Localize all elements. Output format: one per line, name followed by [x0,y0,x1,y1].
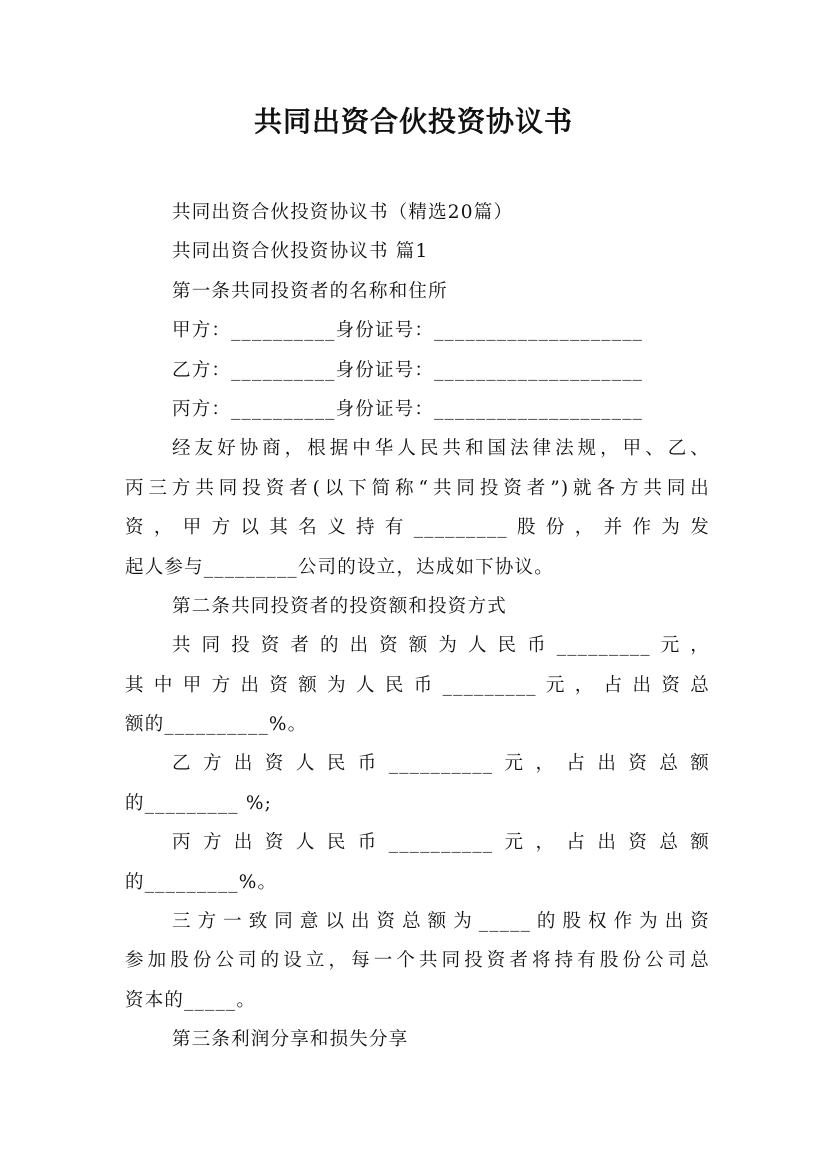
text-line: 乙方：__________身份证号：____________________ [172,359,644,381]
text-line: 第一条共同投资者的名称和住所 [172,280,448,302]
text-line: 经友好协商，根据中华人民共和国法律法规，甲、乙、 [172,438,710,460]
text-line: 乙方出资人民币__________元，占出资总额 [172,753,710,775]
text-line: 资，甲方以其名义持有_________股份，并作为发 [125,517,710,539]
text-line: 的_________ %; [125,792,273,814]
text-line: 共同出资合伙投资协议书（精选20篇） [172,202,514,223]
text-line: 丙三方共同投资者(以下简称“共同投资者”)就各方共同出 [125,477,710,499]
text-line: 丙方出资人民币__________元，占出资总额 [172,832,710,854]
text-line: 丙方：__________身份证号：____________________ [172,398,644,420]
text-line: 的_________%。 [125,871,278,893]
text-line: 参加股份公司的设立，每一个共同投资者将持有股份公司总 [125,950,710,972]
document-body [125,193,710,1060]
text-line: 甲方：__________身份证号：____________________ [172,320,644,342]
text-line: 共同投资者的出资额为人民币_________元， [172,635,710,657]
text-line: 额的__________%。 [125,714,308,736]
text-line: 第二条共同投资者的投资额和投资方式 [172,595,507,617]
text-line: 三方一致同意以出资总额为_____的股权作为出资 [172,911,710,933]
text-line: 共同出资合伙投资协议书 篇1 [172,241,429,263]
text-line: 其中甲方出资额为人民币_________元，占出资总 [125,674,710,696]
text-line: 起人参与_________公司的设立，达成如下协议。 [125,556,554,578]
text-line: 第三条利润分享和损失分享 [172,1029,409,1051]
document-title: 共同出资合伙投资协议书 [253,105,573,138]
text-line: 资本的_____。 [125,989,257,1011]
